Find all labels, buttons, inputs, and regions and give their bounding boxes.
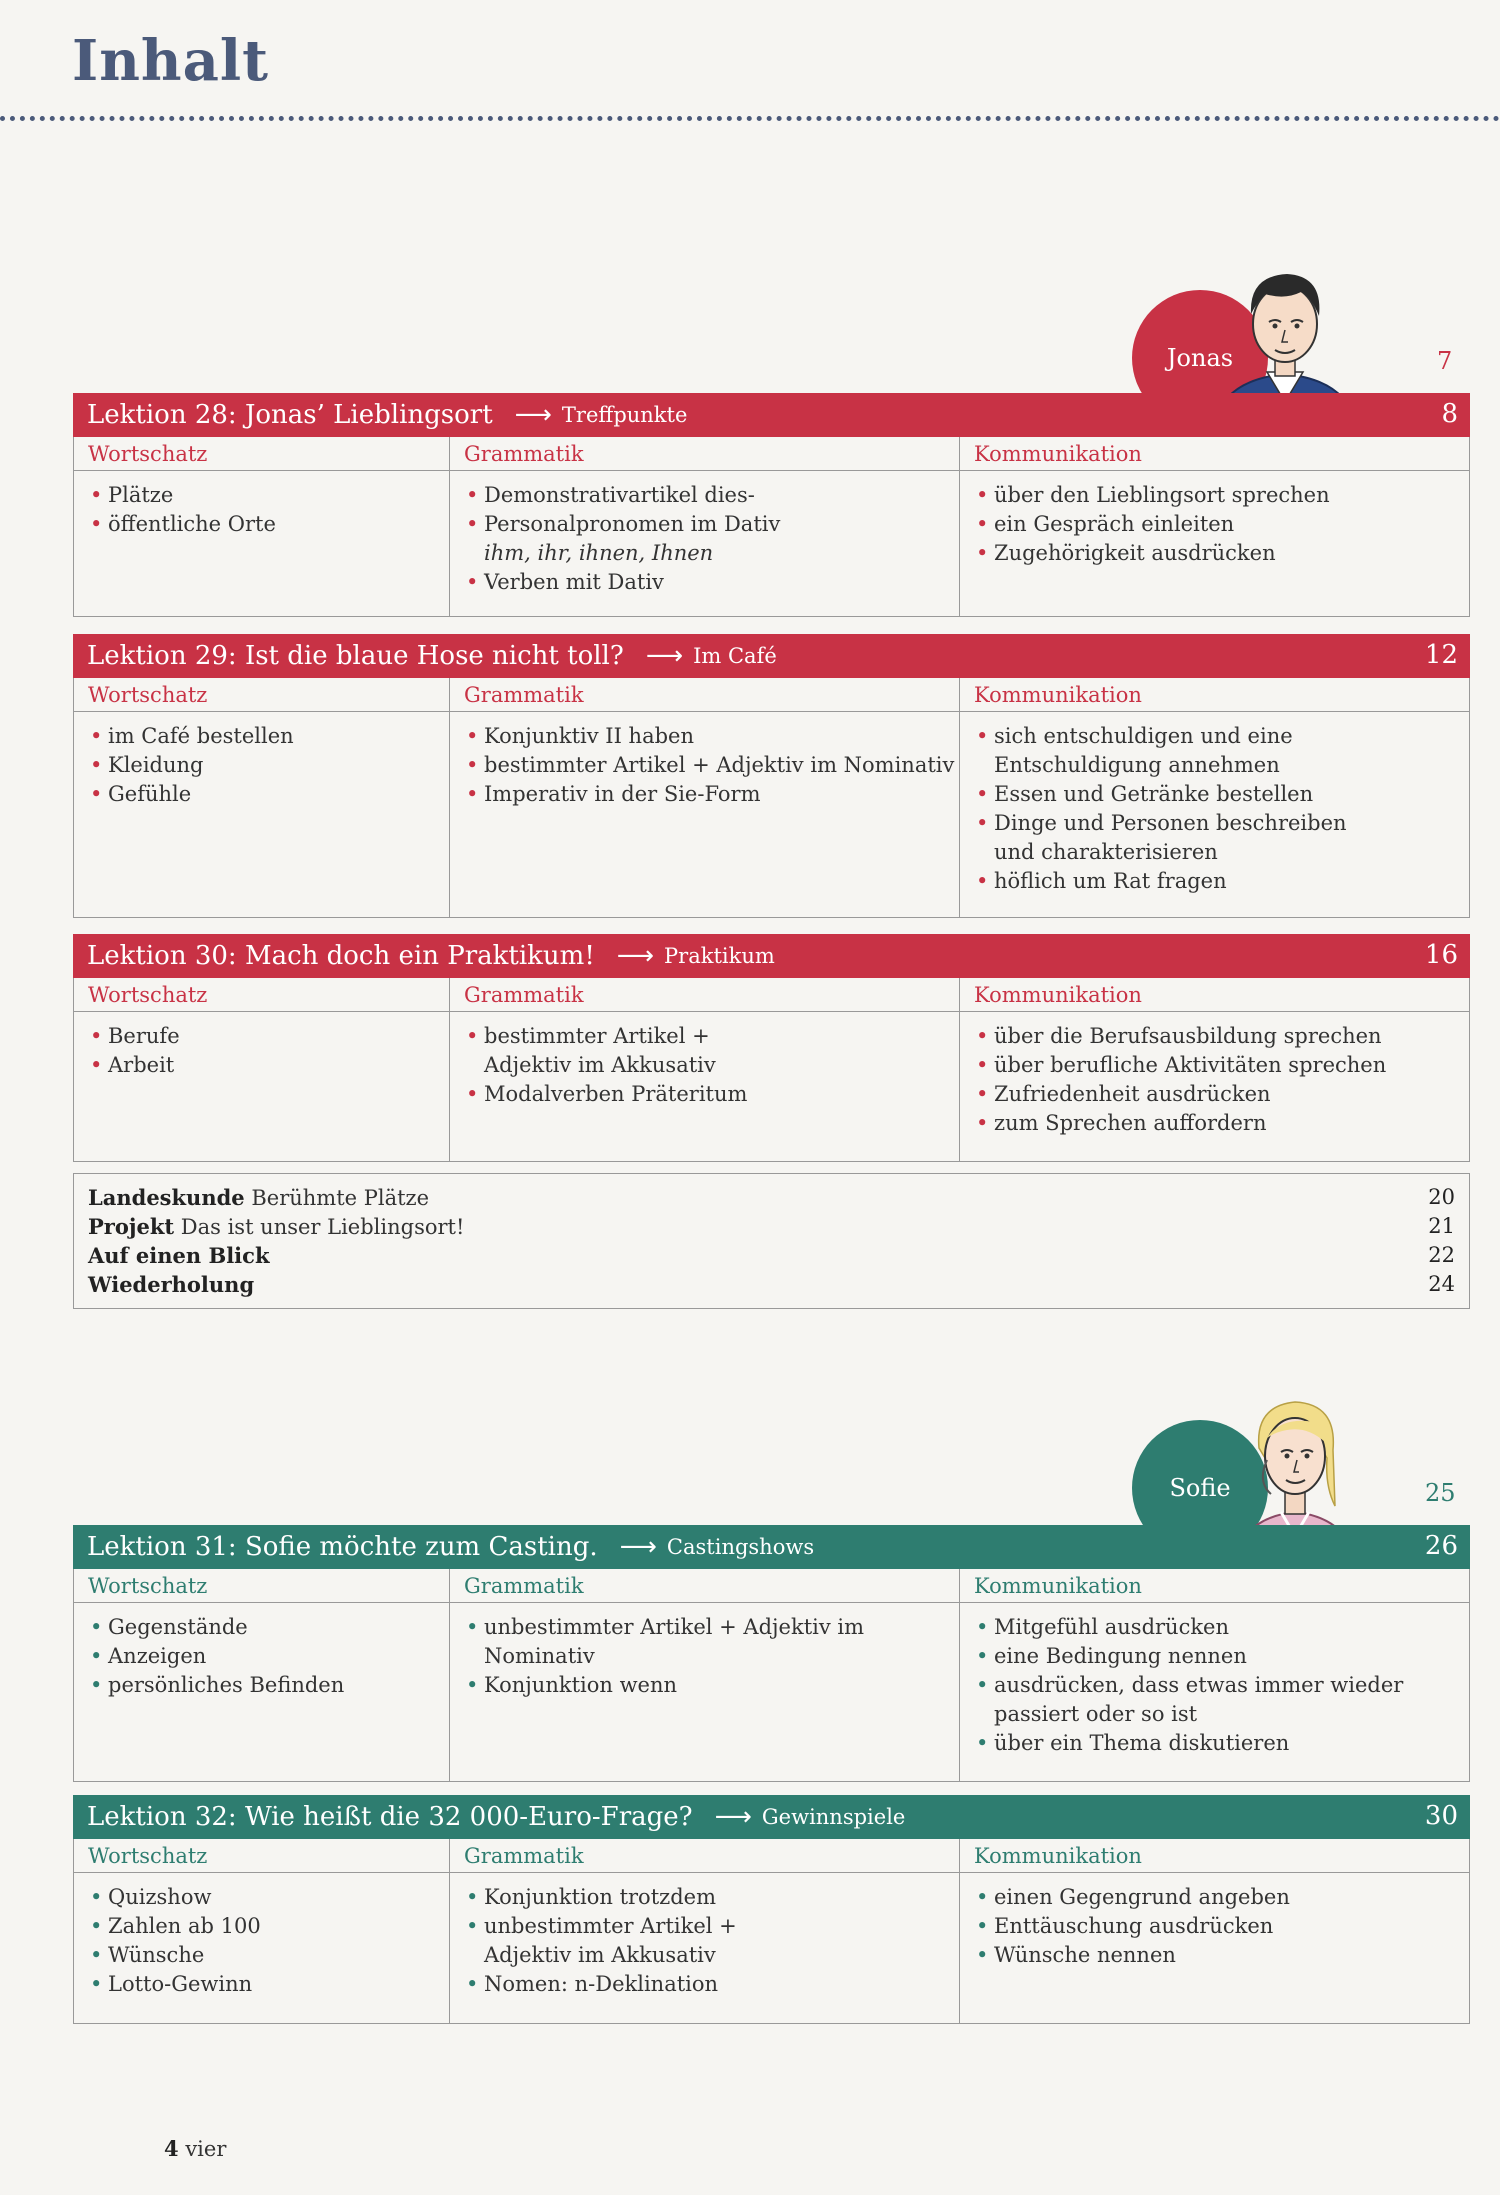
extras-row[interactable]: [88, 1243, 270, 1268]
list-item: • öffentliche Orte: [90, 510, 449, 539]
column-header: Grammatik: [450, 1839, 959, 1873]
grammatik-column: [449, 437, 959, 616]
column-header: Wortschatz: [74, 978, 449, 1012]
grammatik-column: [449, 1569, 959, 1781]
lesson-bar[interactable]: [73, 1525, 1470, 1569]
arrow-right-icon: ⟶: [514, 400, 552, 430]
list-item: • Personalpronomen im Dativ: [466, 510, 959, 539]
list-item: • unbestimmter Artikel +: [466, 1912, 959, 1941]
kommunikation-column: [959, 1569, 1469, 1781]
lesson-title: Lektion 30: Mach doch ein Praktikum!: [87, 941, 595, 971]
extras-row[interactable]: [88, 1214, 464, 1239]
character-name: Jonas: [1166, 344, 1234, 372]
column-header: Wortschatz: [74, 678, 449, 712]
column-header: Kommunikation: [960, 437, 1469, 471]
list-item: Nominativ: [484, 1644, 595, 1668]
wortschatz-column: [74, 678, 449, 917]
lesson-topic: Im Café: [693, 644, 777, 668]
list-item: • Verben mit Dativ: [466, 568, 959, 597]
list-item: • Wünsche: [90, 1941, 449, 1970]
extras-page-number: 20: [1428, 1185, 1455, 1209]
lesson-page-number: 26: [1424, 1531, 1458, 1561]
list-item: • Kleidung: [90, 751, 449, 780]
lesson-table: [73, 437, 1470, 617]
list-item: • Lotto-Gewinn: [90, 1970, 449, 1999]
list-item: • über berufliche Aktivitäten sprechen: [976, 1051, 1469, 1080]
list-item: • Konjunktion trotzdem: [466, 1883, 959, 1912]
list-item: • Gegenstände: [90, 1613, 449, 1642]
list-item: ihm, ihr, ihnen, Ihnen: [484, 541, 714, 565]
lesson-title: Lektion 29: Ist die blaue Hose nicht toll?: [87, 641, 624, 671]
extras-page-number: 21: [1428, 1214, 1455, 1238]
lesson-title: Lektion 31: Sofie möchte zum Casting.: [87, 1532, 598, 1562]
arrow-right-icon: ⟶: [645, 641, 684, 671]
list-item: • Dinge und Personen beschreiben: [976, 809, 1469, 838]
grammatik-column: [449, 678, 959, 917]
lesson-page-number: 8: [1441, 399, 1458, 429]
lesson-page-number: 30: [1424, 1801, 1458, 1831]
unit-intro-page: 25: [1425, 1479, 1456, 1507]
lesson-topic: Praktikum: [664, 944, 775, 968]
page-title: Inhalt: [72, 28, 270, 94]
wortschatz-column: [74, 1839, 449, 2023]
column-header: Kommunikation: [960, 678, 1469, 712]
list-item: • Quizshow: [90, 1883, 449, 1912]
list-item: • sich entschuldigen und eine: [976, 722, 1469, 751]
kommunikation-column: [959, 978, 1469, 1161]
list-item: • einen Gegengrund angeben: [976, 1883, 1469, 1912]
grammatik-column: [449, 1839, 959, 2023]
list-item: • Arbeit: [90, 1051, 449, 1080]
lesson-table: [73, 1569, 1470, 1782]
list-item: • persönliches Befinden: [90, 1671, 449, 1700]
lesson-bar[interactable]: [73, 934, 1470, 978]
list-item: • Zufriedenheit ausdrücken: [976, 1080, 1469, 1109]
title-divider: [0, 116, 1500, 121]
column-header: Kommunikation: [960, 1839, 1469, 1873]
extras-box: [73, 1173, 1470, 1309]
column-header: Wortschatz: [74, 1839, 449, 1873]
list-item: passiert oder so ist: [994, 1702, 1198, 1726]
lesson-page-number: 12: [1424, 640, 1458, 670]
list-item: • Imperativ in der Sie-Form: [466, 780, 959, 809]
column-header: Grammatik: [450, 437, 959, 471]
column-header: Grammatik: [450, 1569, 959, 1603]
list-item: • eine Bedingung nennen: [976, 1642, 1469, 1671]
column-header: Wortschatz: [74, 437, 449, 471]
lesson-title: Lektion 28: Jonas’ Lieblingsort: [87, 400, 493, 430]
list-item: • Enttäuschung ausdrücken: [976, 1912, 1469, 1941]
list-item: • über die Berufsausbildung sprechen: [976, 1022, 1469, 1051]
wortschatz-column: [74, 978, 449, 1161]
list-item: • höflich um Rat fragen: [976, 867, 1469, 896]
lesson-block: [73, 393, 1470, 617]
lesson-bar[interactable]: [73, 634, 1470, 678]
lesson-topic: Castingshows: [666, 1535, 815, 1559]
lesson-block: [73, 1795, 1470, 2024]
extras-text: Berühmte Plätze: [251, 1186, 430, 1210]
lesson-block: [73, 1525, 1470, 1782]
list-item: • zum Sprechen auffordern: [976, 1109, 1469, 1138]
list-item: • ausdrücken, dass etwas immer wieder: [976, 1671, 1469, 1700]
list-item: • über ein Thema diskutieren: [976, 1729, 1469, 1758]
list-item: • Nomen: n-Deklination: [466, 1970, 959, 1999]
column-header: Grammatik: [450, 678, 959, 712]
list-item: Adjektiv im Akkusativ: [484, 1943, 716, 1967]
column-header: Kommunikation: [960, 978, 1469, 1012]
extras-label: Landeskunde: [88, 1185, 245, 1210]
list-item: • Anzeigen: [90, 1642, 449, 1671]
grammatik-column: [449, 978, 959, 1161]
footer-page-word: vier: [185, 2137, 227, 2161]
lesson-topic: Treffpunkte: [561, 403, 688, 427]
lesson-title: Lektion 32: Wie heißt die 32 000-Euro-Frage?: [87, 1802, 693, 1832]
lesson-block: [73, 634, 1470, 918]
lesson-bar[interactable]: [73, 393, 1470, 437]
list-item: • Plätze: [90, 481, 449, 510]
kommunikation-column: [959, 678, 1469, 917]
lesson-table: [73, 1839, 1470, 2024]
list-item: Entschuldigung annehmen: [994, 753, 1280, 777]
arrow-right-icon: ⟶: [619, 1532, 657, 1562]
extras-label: Auf einen Blick: [88, 1243, 270, 1268]
lesson-topic: Gewinnspiele: [761, 1805, 906, 1829]
list-item: • Konjunktion wenn: [466, 1671, 959, 1700]
wortschatz-column: [74, 1569, 449, 1781]
list-item: • Modalverben Präteritum: [466, 1080, 959, 1109]
lesson-block: [73, 934, 1470, 1162]
list-item: • bestimmter Artikel +: [466, 1022, 959, 1051]
kommunikation-column: [959, 437, 1469, 616]
lesson-table: [73, 978, 1470, 1162]
list-item: • Konjunktiv II haben: [466, 722, 959, 751]
column-header: Grammatik: [450, 978, 959, 1012]
list-item: • über den Lieblingsort sprechen: [976, 481, 1469, 510]
list-item: • Zugehörigkeit ausdrücken: [976, 539, 1469, 568]
extras-text: Das ist unser Lieblingsort!: [180, 1215, 465, 1239]
list-item: Adjektiv im Akkusativ: [484, 1053, 716, 1077]
list-item: • bestimmter Artikel + Adjektiv im Nominativ: [466, 751, 959, 780]
extras-page-number: 22: [1428, 1243, 1455, 1267]
column-header: Kommunikation: [960, 1569, 1469, 1603]
arrow-right-icon: ⟶: [616, 941, 655, 971]
kommunikation-column: [959, 1839, 1469, 2023]
lesson-page-number: 16: [1424, 940, 1458, 970]
list-item: • Mitgefühl ausdrücken: [976, 1613, 1469, 1642]
arrow-right-icon: ⟶: [714, 1802, 752, 1832]
footer-page-number: 4: [164, 2136, 179, 2161]
list-item: • Essen und Getränke bestellen: [976, 780, 1469, 809]
list-item: • Wünsche nennen: [976, 1941, 1469, 1970]
extras-row[interactable]: [88, 1272, 254, 1297]
list-item: • im Café bestellen: [90, 722, 449, 751]
lesson-table: [73, 678, 1470, 918]
wortschatz-column: [74, 437, 449, 616]
extras-row[interactable]: [88, 1185, 429, 1210]
list-item: • Demonstrativartikel dies-: [466, 481, 959, 510]
list-item: • Gefühle: [90, 780, 449, 809]
column-header: Wortschatz: [74, 1569, 449, 1603]
character-name: Sofie: [1169, 1474, 1231, 1502]
list-item: • unbestimmter Artikel + Adjektiv im: [466, 1613, 959, 1642]
list-item: • ein Gespräch einleiten: [976, 510, 1469, 539]
list-item: • Berufe: [90, 1022, 449, 1051]
list-item: und charakterisieren: [994, 840, 1218, 864]
lesson-bar[interactable]: [73, 1795, 1470, 1839]
extras-label: Projekt: [88, 1214, 175, 1239]
extras-label: Wiederholung: [88, 1272, 255, 1297]
list-item: • Zahlen ab 100: [90, 1912, 449, 1941]
page-footer: [164, 2136, 226, 2161]
extras-page-number: 24: [1428, 1272, 1455, 1296]
unit-intro-page: 7: [1437, 347, 1453, 375]
